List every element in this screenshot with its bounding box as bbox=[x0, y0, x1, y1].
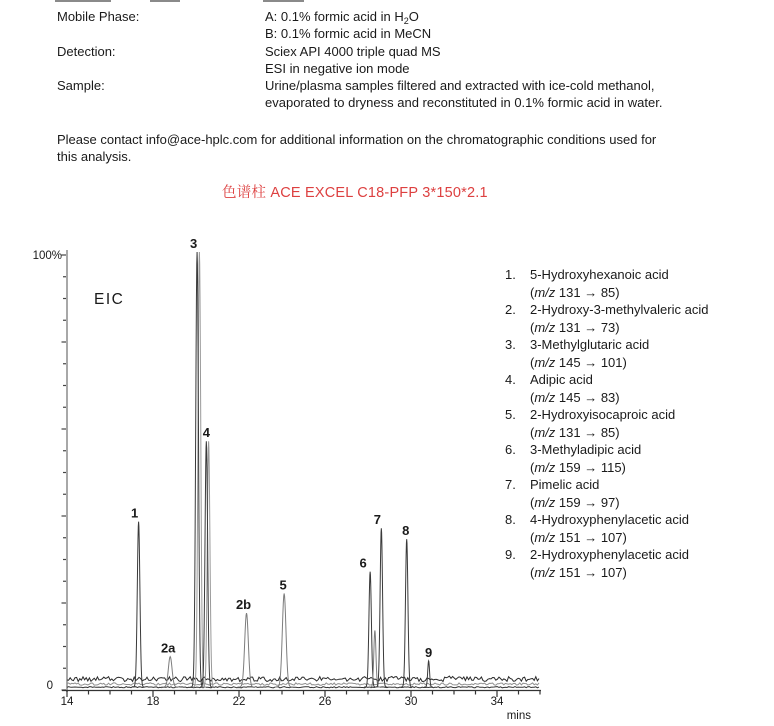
legend-item-name: 4-Hydroxyphenylacetic acid bbox=[530, 512, 689, 527]
legend-item bbox=[505, 301, 773, 336]
conditions-row bbox=[57, 43, 757, 78]
x-tick-label: 34 bbox=[490, 696, 504, 708]
legend-item-number: 3. bbox=[505, 337, 516, 352]
y-min-label: 0 bbox=[46, 680, 53, 692]
condition-value-line: B: 0.1% formic acid in MeCN bbox=[265, 26, 432, 42]
condition-value-line: Urine/plasma samples filtered and extracted with ice-cold methanol, bbox=[265, 78, 655, 94]
peak-label-8: 8 bbox=[402, 523, 410, 539]
legend-item-name: Adipic acid bbox=[530, 372, 593, 387]
condition-value bbox=[265, 43, 441, 78]
condition-value bbox=[265, 77, 662, 112]
conditions-row bbox=[57, 8, 757, 43]
peak-trace-5 bbox=[275, 593, 293, 687]
legend-item-name: Pimelic acid bbox=[530, 477, 600, 492]
peak-legend bbox=[505, 266, 773, 581]
legend-item-text bbox=[530, 371, 620, 406]
legend-item bbox=[505, 371, 773, 406]
condition-value bbox=[265, 8, 431, 43]
cropped-text-fragment bbox=[263, 0, 304, 2]
conditions-table bbox=[57, 8, 757, 112]
legend-item-number: 2. bbox=[505, 302, 516, 317]
legend-item-mz-transition: (m/z 151 → 107) bbox=[530, 529, 627, 545]
legend-item-text bbox=[530, 441, 641, 476]
legend-item-text bbox=[530, 546, 689, 581]
peak-trace-7 bbox=[375, 528, 387, 687]
y-max-label: 100% bbox=[32, 250, 62, 262]
x-tick-label: 22 bbox=[232, 696, 246, 708]
peak-trace-8 bbox=[401, 539, 413, 687]
legend-item-number: 1. bbox=[505, 267, 516, 282]
condition-value-line: A: 0.1% formic acid in $H_2O$ bbox=[265, 9, 419, 26]
legend-item-text bbox=[530, 266, 669, 301]
cropped-text-fragment bbox=[150, 0, 180, 2]
peak-label-1: 1 bbox=[130, 505, 139, 521]
peak-trace-2b bbox=[238, 613, 256, 687]
legend-item-text bbox=[530, 406, 675, 441]
conditions-row bbox=[57, 77, 757, 112]
condition-value-line: Sciex API 4000 triple quad MS bbox=[265, 43, 441, 59]
peak-label-3: 3 bbox=[189, 236, 198, 251]
legend-item-number: 9. bbox=[505, 547, 516, 562]
legend-item bbox=[505, 476, 773, 511]
condition-label: Detection: bbox=[57, 43, 116, 59]
legend-item bbox=[505, 406, 773, 441]
legend-item-number: 5. bbox=[505, 407, 516, 422]
peak-trace-6 bbox=[364, 572, 376, 687]
x-tick-label: 30 bbox=[404, 696, 418, 708]
contact-note: Please contact info@ace-hplc.com for additional information on the chromatographic conditions used for this analysis. bbox=[57, 132, 657, 165]
legend-item-mz-transition: (m/z 159 → 115) bbox=[530, 459, 626, 475]
legend-item-mz-transition: (m/z 151 → 107) bbox=[530, 564, 627, 580]
x-tick-label: 18 bbox=[146, 696, 160, 708]
baseline-trace bbox=[67, 687, 539, 688]
peak-trace-2a bbox=[161, 657, 179, 687]
legend-item-text bbox=[530, 301, 708, 336]
legend-item-number: 6. bbox=[505, 442, 516, 457]
legend-item bbox=[505, 511, 773, 546]
legend-item-mz-transition: (m/z 131 → 85) bbox=[530, 424, 620, 440]
legend-item-mz-transition: (m/z 145 → 83) bbox=[530, 389, 620, 405]
peak-label-4: 4 bbox=[202, 425, 210, 441]
legend-item bbox=[505, 336, 773, 371]
column-title: 色谱柱 ACE EXCEL C18-PFP 3*150*2.1 bbox=[222, 185, 488, 201]
peak-label-6: 6 bbox=[359, 555, 367, 571]
condition-label: Mobile Phase: bbox=[57, 9, 140, 24]
peak-trace-1 bbox=[132, 522, 144, 687]
condition-value-line: evaporated to dryness and reconstituted in 0.1% formic acid in water. bbox=[265, 95, 663, 111]
peak-trace-9 bbox=[424, 661, 433, 687]
legend-item bbox=[505, 546, 773, 581]
cropped-text-fragment bbox=[55, 0, 111, 2]
legend-item-name: 3-Methyladipic acid bbox=[530, 442, 642, 457]
peak-label-5: 5 bbox=[279, 577, 287, 593]
legend-item-name: 3-Methylglutaric acid bbox=[530, 337, 650, 352]
legend-item-text bbox=[530, 476, 620, 511]
condition-value-line: ESI in negative ion mode bbox=[265, 60, 410, 76]
legend-item-text bbox=[530, 511, 689, 546]
legend-item-mz-transition: (m/z 145 → 101) bbox=[530, 354, 627, 370]
legend-item-mz-transition: (m/z 131 → 85) bbox=[530, 284, 620, 300]
chart-title-eic: EIC bbox=[94, 291, 125, 308]
peak-label-2a: 2a bbox=[160, 640, 176, 656]
legend-item-mz-transition: (m/z 159 → 97) bbox=[530, 494, 620, 510]
x-axis-unit-label: mins bbox=[506, 710, 531, 722]
peak-label-2b: 2b bbox=[235, 597, 252, 613]
noise-trace-gray bbox=[67, 683, 539, 685]
legend-item-number: 8. bbox=[505, 512, 516, 527]
legend-item bbox=[505, 266, 773, 301]
legend-item-number: 7. bbox=[505, 477, 516, 492]
legend-item-name: 2-Hydroxyphenylacetic acid bbox=[530, 547, 689, 562]
legend-item-mz-transition: (m/z 131 → 73) bbox=[530, 319, 620, 335]
peak-label-9: 9 bbox=[425, 644, 433, 660]
x-tick-label: 26 bbox=[318, 696, 332, 708]
legend-item-text bbox=[530, 336, 649, 371]
legend-item bbox=[505, 441, 773, 476]
legend-item-name: 2-Hydroxy-3-methylvaleric acid bbox=[530, 302, 709, 317]
chromatogram bbox=[0, 228, 560, 726]
legend-item-number: 4. bbox=[505, 372, 516, 387]
condition-label: Sample: bbox=[57, 78, 105, 94]
x-tick-label: 14 bbox=[60, 696, 74, 708]
noise-trace-dark bbox=[67, 676, 539, 681]
chromatogram-svg bbox=[0, 228, 560, 726]
peak-label-7: 7 bbox=[373, 512, 381, 528]
legend-item-name: 5-Hydroxyhexanoic acid bbox=[530, 267, 669, 282]
legend-item-name: 2-Hydroxyisocaproic acid bbox=[530, 407, 676, 422]
